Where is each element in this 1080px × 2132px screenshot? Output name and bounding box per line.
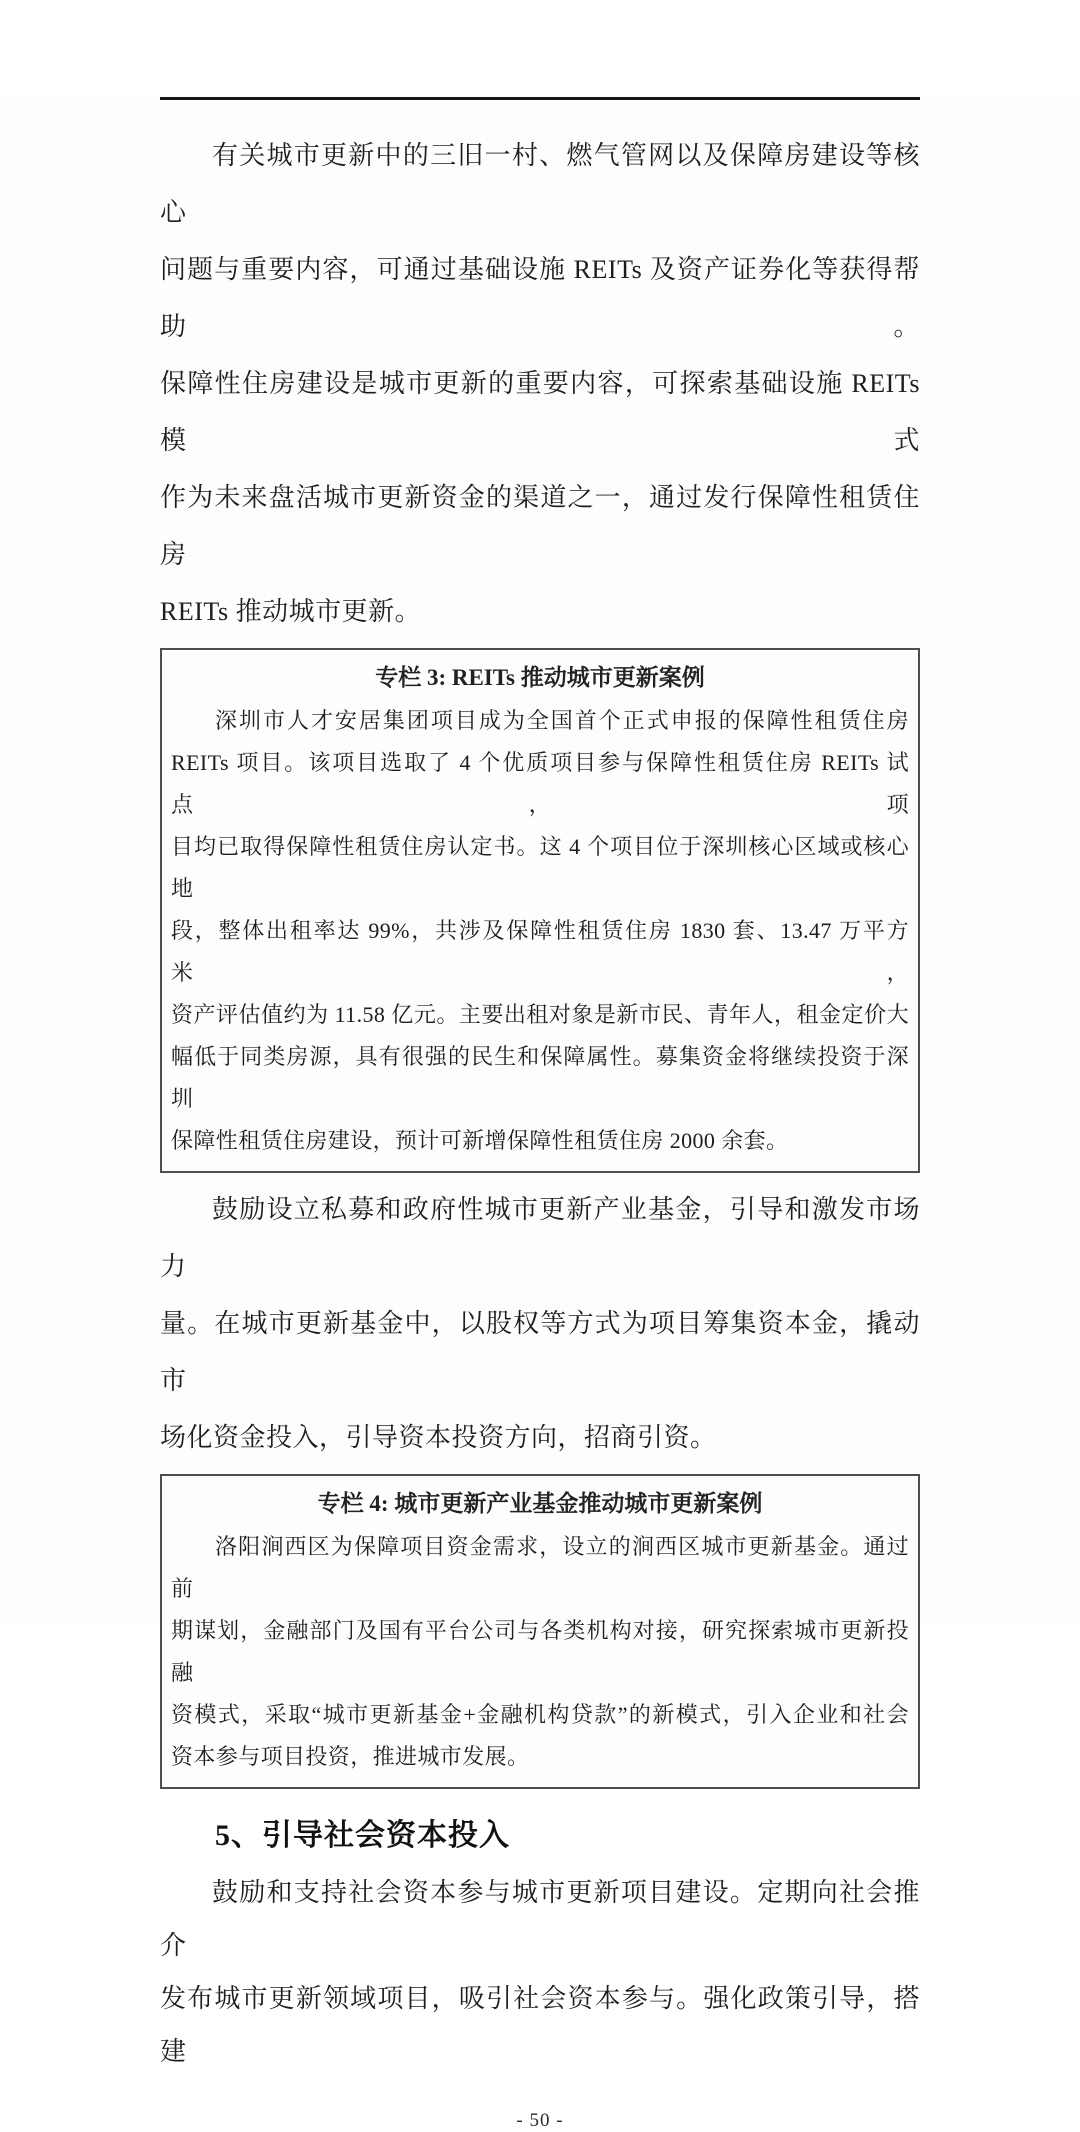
body-paragraph-1 <box>160 127 920 640</box>
page-number: - 50 - <box>516 2110 564 2131</box>
text-line: 资模式，采取“城市更新基金+金融机构贷款”的新模式，引入企业和社会 <box>171 1702 909 1727</box>
text-line: 量。在城市更新基金中，以股权等方式为项目筹集资本金，撬动市 <box>160 1309 920 1395</box>
section-heading-5: 5、引导社会资本投入 <box>215 1819 510 1852</box>
callout-box-4 <box>160 1474 920 1789</box>
callout-box-3 <box>160 648 920 1173</box>
document-page <box>0 97 1080 2131</box>
text-line: 幅低于同类房源，具有很强的民生和保障属性。募集资金将继续投资于深圳 <box>171 1044 909 1111</box>
text-line: 场化资金投入，引导资本投资方向，招商引资。 <box>160 1423 717 1452</box>
body-paragraph-2 <box>160 1181 920 1466</box>
text-line: 资本参与项目投资，推进城市发展。 <box>171 1744 530 1769</box>
callout-box-3-title: 专栏 3: REITs 推动城市更新案例 <box>375 665 705 690</box>
text-line: 洛阳涧西区为保障项目资金需求，设立的涧西区城市更新基金。通过前 <box>171 1534 909 1601</box>
text-line: REITs 项目。该项目选取了 4 个优质项目参与保障性租赁住房 REITs 试点，项 <box>171 750 909 817</box>
text-line: REITs 推动城市更新。 <box>160 597 422 626</box>
header-rule <box>160 97 920 100</box>
text-line: 作为未来盘活城市更新资金的渠道之一，通过发行保障性租赁住房 <box>160 483 920 569</box>
text-line: 保障性住房建设是城市更新的重要内容，可探索基础设施 REITs 模式 <box>160 369 920 455</box>
text-line: 鼓励设立私募和政府性城市更新产业基金，引导和激发市场力 <box>160 1195 920 1281</box>
text-line: 问题与重要内容，可通过基础设施 REITs 及资产证券化等获得帮助。 <box>160 255 920 341</box>
text-line: 发布城市更新领域项目，吸引社会资本参与。强化政策引导，搭建 <box>160 1984 920 2066</box>
text-line: 有关城市更新中的三旧一村、燃气管网以及保障房建设等核心 <box>160 141 920 227</box>
body-paragraph-3 <box>160 1866 920 2078</box>
text-line: 段，整体出租率达 99%，共涉及保障性租赁住房 1830 套、13.47 万平方米， <box>171 918 909 985</box>
text-line: 期谋划，金融部门及国有平台公司与各类机构对接，研究探索城市更新投融 <box>171 1618 909 1685</box>
text-line: 深圳市人才安居集团项目成为全国首个正式申报的保障性租赁住房 <box>215 708 909 733</box>
callout-box-4-title: 专栏 4: 城市更新产业基金推动城市更新案例 <box>317 1491 763 1516</box>
text-line: 目均已取得保障性租赁住房认定书。这 4 个项目位于深圳核心区域或核心地 <box>171 834 909 901</box>
text-line: 资产评估值约为 11.58 亿元。主要出租对象是新市民、青年人，租金定价大 <box>171 1002 909 1027</box>
text-line: 鼓励和支持社会资本参与城市更新项目建设。定期向社会推介 <box>160 1878 920 1960</box>
text-line: 保障性租赁住房建设，预计可新增保障性租赁住房 2000 余套。 <box>171 1128 789 1153</box>
